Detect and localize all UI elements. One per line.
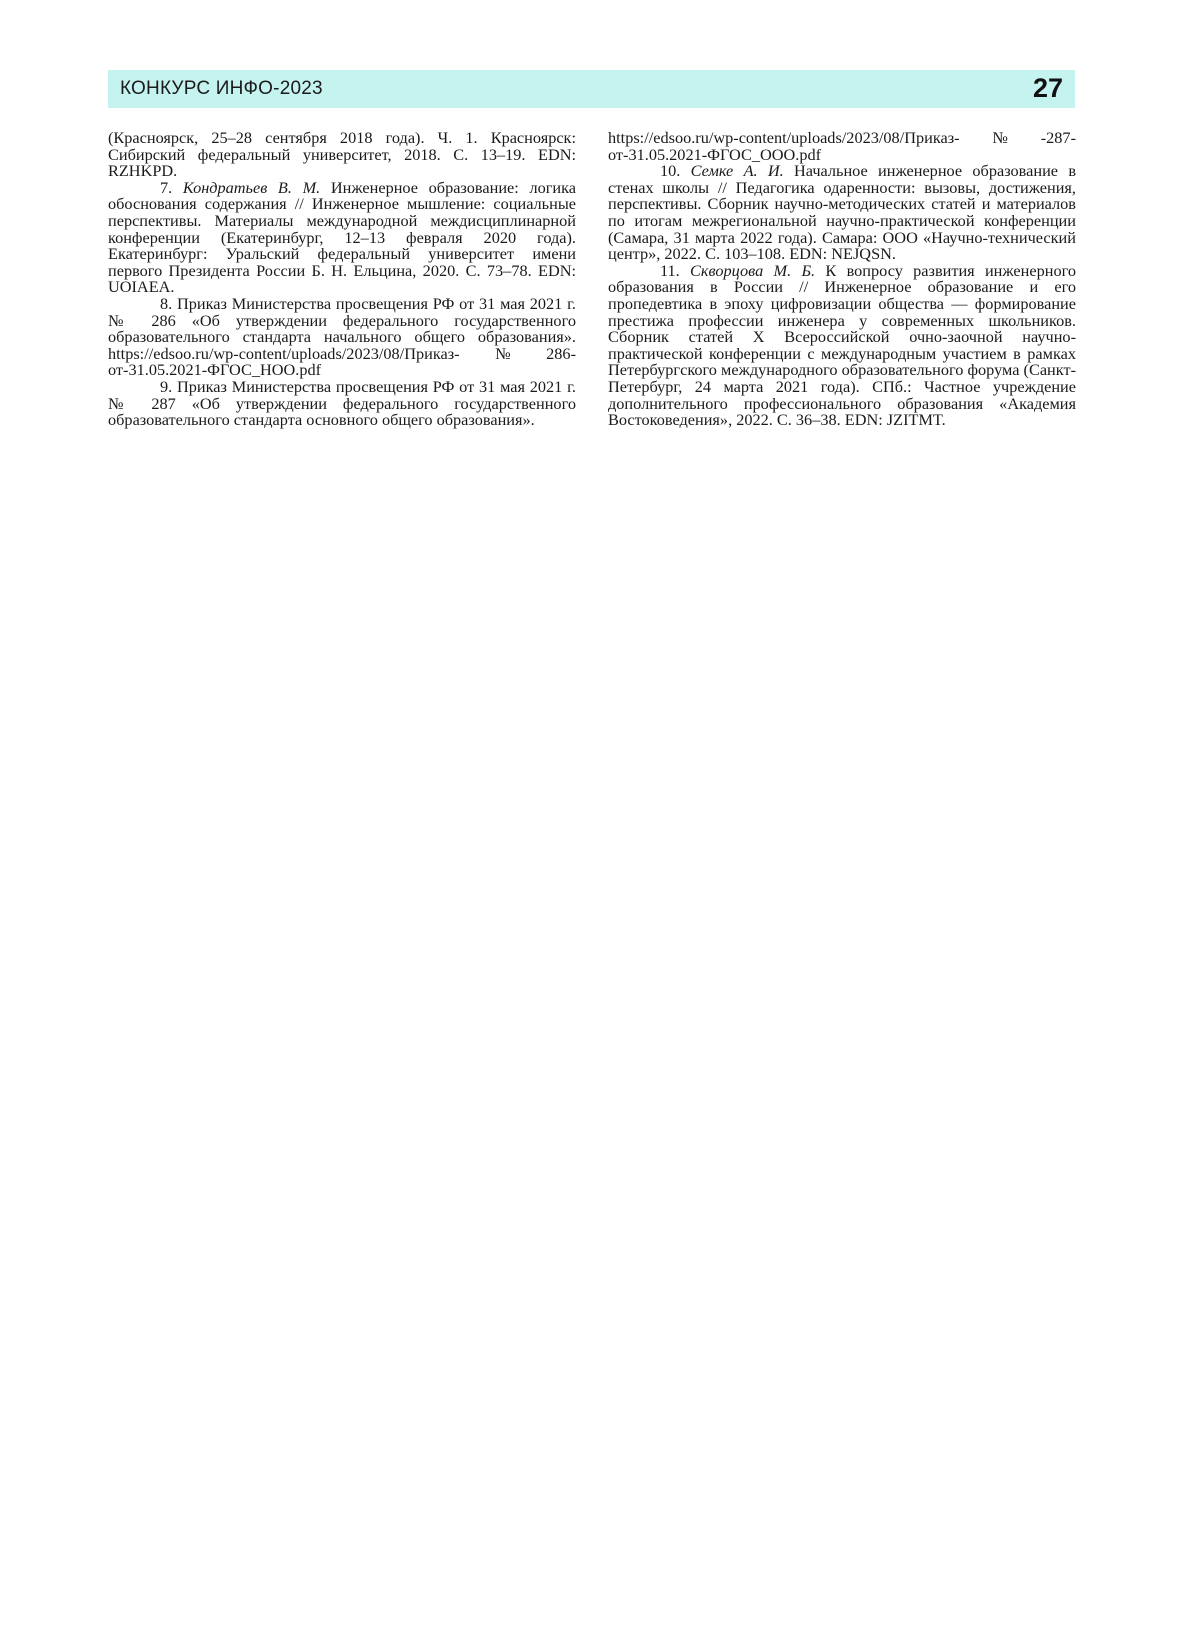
reference-text: Начальное инженерное образование в стенах школы // Педагогика одаренности: вызовы, достижения, перспективы. Сборник научно-методических статей и материалов по итогам межрегиональной научно-практической конференции (Самара, 31 марта 2022 года). Самара: ООО «Научно-технический центр», 2022. С. 103–108. EDN: NEJQSN. [608, 161, 1077, 264]
reference-entry [608, 163, 1076, 263]
reference-text: Приказ Министерства просвещения РФ от 31 мая 2021 г. № 287 «Об утверждении федерального государственного образовательного стандарта основного общего образования». [108, 376, 577, 430]
reference-number: 7. [160, 177, 183, 197]
reference-column-right [608, 130, 1076, 429]
reference-number: 10. [660, 161, 691, 181]
reference-entry [108, 130, 576, 180]
reference-text: https://edsoo.ru/wp-content/uploads/2023/08/Приказ-№-287-от-31.05.2021-ФГОС_ООО.pdf [608, 128, 1076, 164]
reference-text: Инженерное образование: логика обоснования содержания // Инженерное мышление: социальные перспективы. Материалы международной междисциплинарной конференции (Екатеринбург, 12–13 февраля 2020 года). Екатеринбург: Уральский федеральный университет имени первого Президента России Б. Н. Ельцина, 2020. С. 73–78. EDN: UOIAEA. [108, 177, 576, 297]
reference-number: 9. [160, 376, 177, 396]
reference-text: (Красноярск, 25–28 сентября 2018 года). Ч. 1. Красноярск: Сибирский федеральный университет, 2018. С. 13–19. EDN: RZHKPD. [108, 128, 576, 181]
reference-authors: Семке А. И. [690, 161, 784, 181]
reference-authors: Кондратьев В. М. [182, 177, 321, 197]
reference-entry [108, 293, 577, 380]
reference-text: К вопросу развития инженерного образования в России // Инженерное образование и его пропедевтика в эпоху цифровизации общества — формирование престижа профессии инженера у современных школьников. Сборник статей X Всероссийской очно-заочной научно-практической конференции с международным участием в рамках Петербургского международного образовательного форума (Санкт-Петербург, 24 марта 2021 года). СПб.: Частное учреждение дополнительного профессионального образования «Академия Востоковедения», 2022. С. 36–38. EDN: JZITMT. [608, 260, 1076, 430]
reference-column-left [108, 130, 576, 429]
reference-text: Приказ Министерства просвещения РФ от 31 мая 2021 г. № 286 «Об утверждении федерального государственного образовательного стандарта начального общего образования». https://edsoo.ru/wp-content/uploads/2023/08/Приказ-№286-от-31.05.2021-ФГОС_НОО.pdf [108, 293, 577, 380]
reference-authors: Скворцова М. Б. [690, 260, 816, 280]
reference-number: 11. [660, 260, 691, 280]
journal-title: КОНКУРС ИНФО-2023 [120, 78, 323, 99]
page-number: 27 [1032, 73, 1063, 103]
running-header [108, 70, 1075, 108]
reference-entry [608, 260, 1076, 430]
reference-entry [108, 376, 577, 430]
reference-entry [608, 130, 1076, 163]
reference-number: 8. [160, 293, 177, 313]
reference-entry [108, 177, 576, 297]
